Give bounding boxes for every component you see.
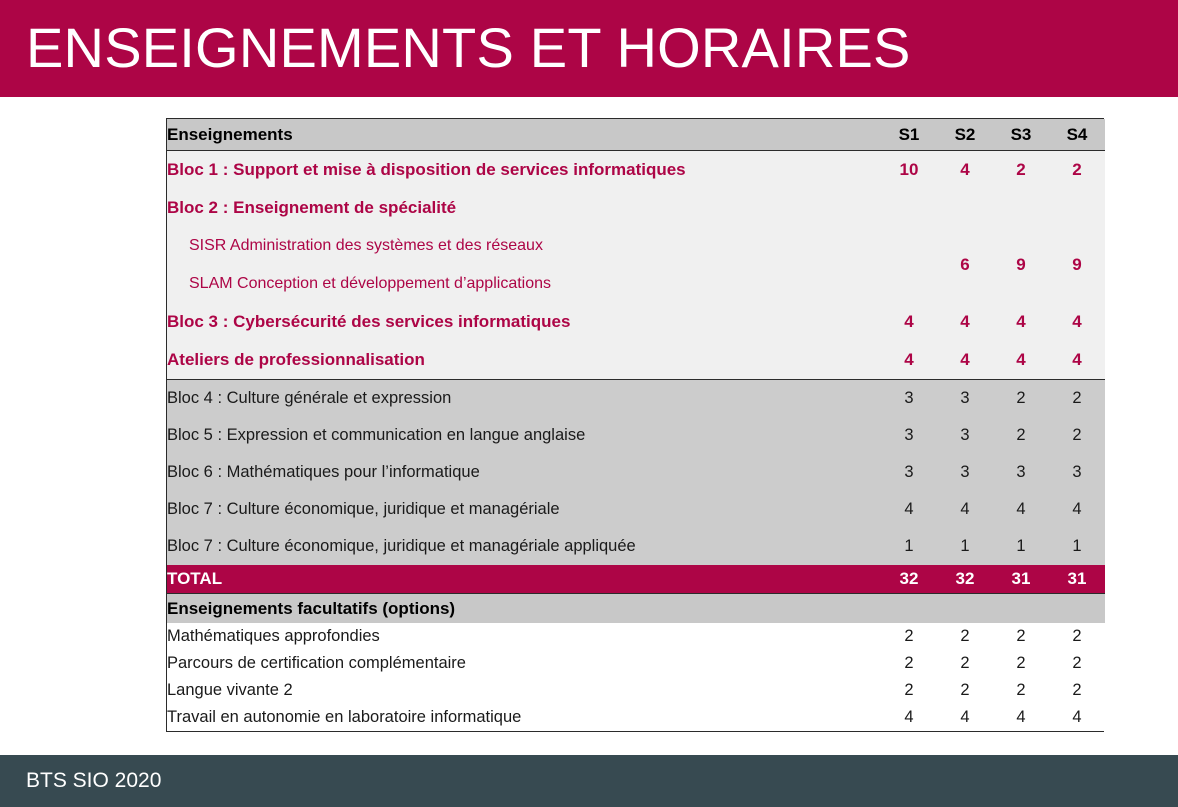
row-s3: 2	[993, 650, 1049, 677]
row-label: Bloc 4 : Culture générale et expression	[167, 380, 881, 418]
row-s3: 1	[993, 528, 1049, 565]
row-s1: 4	[881, 303, 937, 341]
teaching-hours-table-container	[166, 118, 1104, 732]
row-label: Bloc 7 : Culture économique, juridique et managériale	[167, 491, 881, 528]
options-header-s4	[1049, 594, 1105, 624]
column-header-s2: S2	[937, 119, 993, 151]
column-header-enseignements: Enseignements	[167, 119, 881, 151]
total-s1: 32	[881, 565, 937, 594]
column-header-s1: S1	[881, 119, 937, 151]
slide-title-band	[0, 0, 1178, 97]
options-header-s1	[881, 594, 937, 624]
row-s4	[1049, 189, 1105, 227]
row-s3: 2	[993, 677, 1049, 704]
row-s2: 4	[937, 704, 993, 731]
table-row	[167, 417, 1105, 454]
total-label: TOTAL	[167, 565, 881, 594]
row-s2: 2	[937, 623, 993, 650]
row-s3: 2	[993, 623, 1049, 650]
row-s3: 9	[993, 227, 1049, 303]
row-s4: 2	[1049, 623, 1105, 650]
row-s2: 3	[937, 454, 993, 491]
table-row	[167, 341, 1105, 380]
row-s1: 2	[881, 677, 937, 704]
row-s3: 4	[993, 491, 1049, 528]
row-s2: 4	[937, 151, 993, 190]
row-s2	[937, 189, 993, 227]
teaching-hours-table	[167, 119, 1105, 731]
row-s2: 4	[937, 303, 993, 341]
row-s3: 4	[993, 303, 1049, 341]
row-s2: 3	[937, 417, 993, 454]
row-s3: 3	[993, 454, 1049, 491]
row-s3: 4	[993, 704, 1049, 731]
row-s4: 4	[1049, 704, 1105, 731]
table-row	[167, 227, 1105, 265]
row-s2: 2	[937, 650, 993, 677]
row-s2: 6	[937, 227, 993, 303]
row-s1: 4	[881, 491, 937, 528]
options-header-s3	[993, 594, 1049, 624]
row-s2: 4	[937, 491, 993, 528]
row-label: Ateliers de professionnalisation	[167, 341, 881, 380]
table-row	[167, 303, 1105, 341]
row-s4: 4	[1049, 341, 1105, 380]
row-s2: 2	[937, 677, 993, 704]
footer-label: BTS SIO 2020	[26, 769, 162, 792]
slide-footer-band	[0, 755, 1178, 807]
row-s4: 2	[1049, 417, 1105, 454]
table-header-row	[167, 119, 1105, 151]
row-s1: 3	[881, 417, 937, 454]
total-s3: 31	[993, 565, 1049, 594]
row-label: Langue vivante 2	[167, 677, 881, 704]
table-total-row	[167, 565, 1105, 594]
row-label: Bloc 7 : Culture économique, juridique et managériale appliquée	[167, 528, 881, 565]
row-s4: 2	[1049, 677, 1105, 704]
row-label: Bloc 5 : Expression et communication en langue anglaise	[167, 417, 881, 454]
table-row	[167, 704, 1105, 731]
row-s1: 10	[881, 151, 937, 190]
row-label: Bloc 1 : Support et mise à disposition de services informatiques	[167, 151, 881, 190]
table-row	[167, 650, 1105, 677]
row-s3: 4	[993, 341, 1049, 380]
row-s3: 2	[993, 151, 1049, 190]
table-row	[167, 623, 1105, 650]
page-title: ENSEIGNEMENTS ET HORAIRES	[26, 16, 911, 79]
table-row	[167, 151, 1105, 190]
column-header-s3: S3	[993, 119, 1049, 151]
row-s3	[993, 189, 1049, 227]
row-label: Bloc 3 : Cybersécurité des services informatiques	[167, 303, 881, 341]
row-s1: 1	[881, 528, 937, 565]
table-row	[167, 677, 1105, 704]
row-label: Parcours de certification complémentaire	[167, 650, 881, 677]
table-row	[167, 454, 1105, 491]
row-s1	[881, 227, 937, 303]
row-s4: 2	[1049, 380, 1105, 418]
row-label: Mathématiques approfondies	[167, 623, 881, 650]
row-label: Bloc 2 : Enseignement de spécialité	[167, 189, 881, 227]
row-s2: 1	[937, 528, 993, 565]
options-header-label: Enseignements facultatifs (options)	[167, 594, 881, 624]
options-header-s2	[937, 594, 993, 624]
table-row	[167, 189, 1105, 227]
row-s1: 3	[881, 380, 937, 418]
row-s2: 3	[937, 380, 993, 418]
row-s4: 4	[1049, 491, 1105, 528]
row-s1: 4	[881, 341, 937, 380]
row-s4: 1	[1049, 528, 1105, 565]
total-s4: 31	[1049, 565, 1105, 594]
table-row	[167, 528, 1105, 565]
row-s2: 4	[937, 341, 993, 380]
row-s4: 2	[1049, 650, 1105, 677]
row-s1: 2	[881, 650, 937, 677]
total-s2: 32	[937, 565, 993, 594]
table-row	[167, 380, 1105, 418]
row-s3: 2	[993, 380, 1049, 418]
column-header-s4: S4	[1049, 119, 1105, 151]
row-s4: 3	[1049, 454, 1105, 491]
row-s4: 4	[1049, 303, 1105, 341]
row-label: SISR Administration des systèmes et des réseaux	[167, 227, 881, 265]
row-s1	[881, 189, 937, 227]
options-section-header-row	[167, 594, 1105, 624]
row-s3: 2	[993, 417, 1049, 454]
row-s4: 9	[1049, 227, 1105, 303]
row-label: SLAM Conception et développement d’applications	[167, 265, 881, 303]
row-label: Bloc 6 : Mathématiques pour l’informatique	[167, 454, 881, 491]
row-s1: 2	[881, 623, 937, 650]
table-row	[167, 491, 1105, 528]
row-s4: 2	[1049, 151, 1105, 190]
row-s1: 3	[881, 454, 937, 491]
row-s1: 4	[881, 704, 937, 731]
row-label: Travail en autonomie en laboratoire informatique	[167, 704, 881, 731]
